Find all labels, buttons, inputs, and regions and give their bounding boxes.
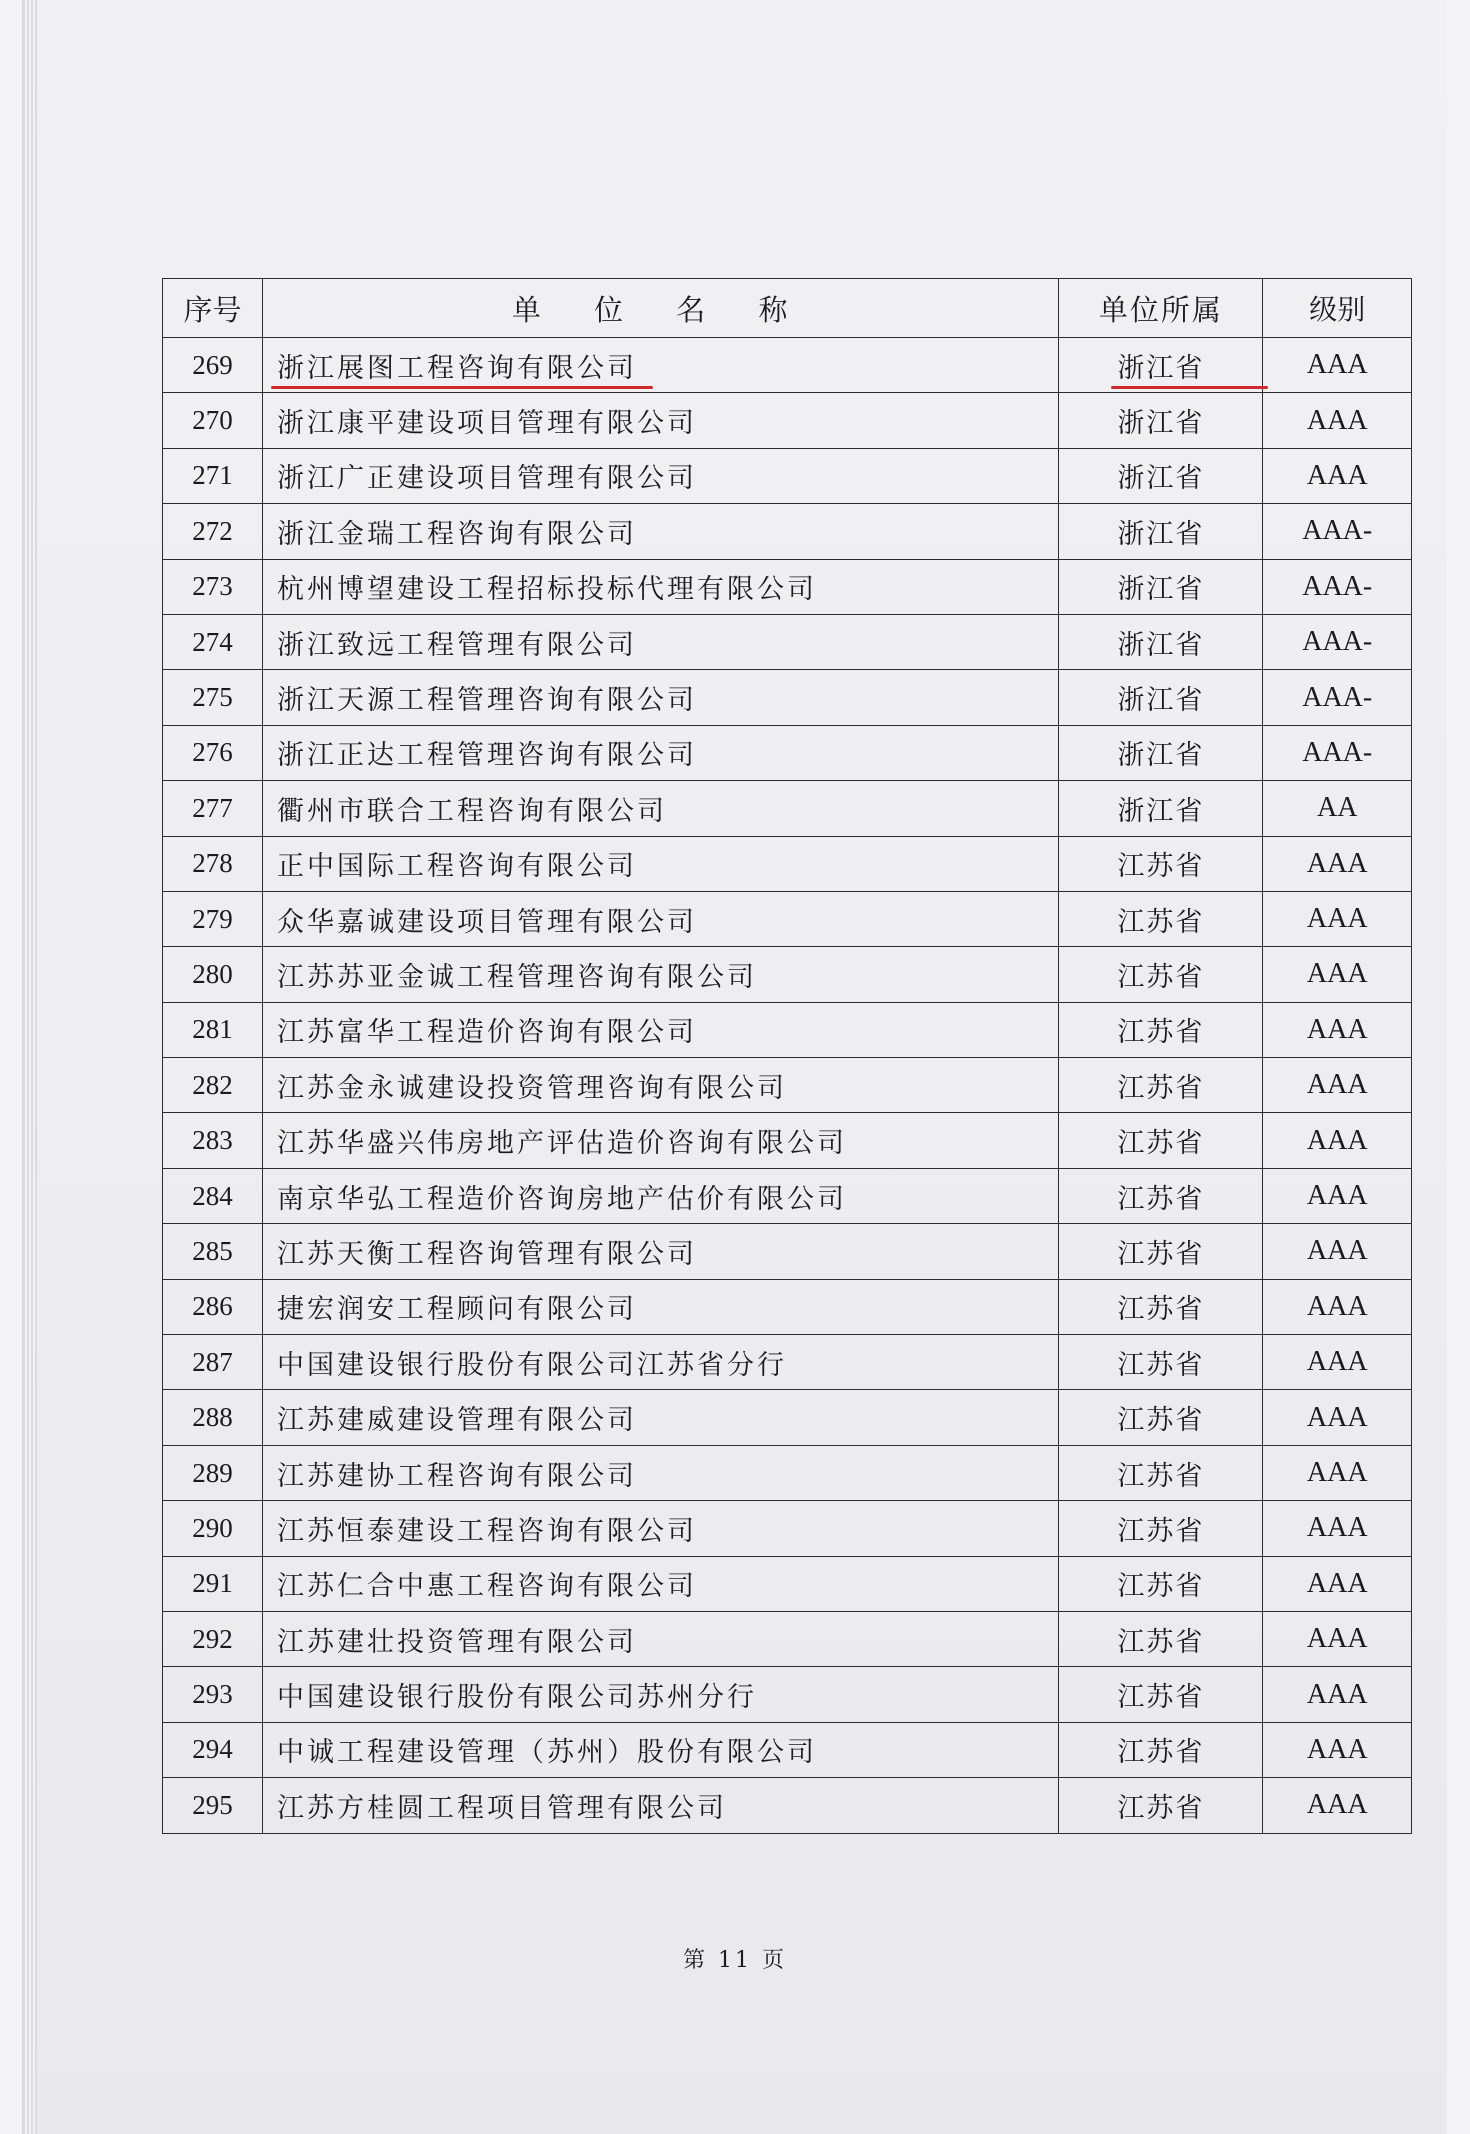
row-serial-no: 270 [163,393,263,448]
row-grade: AAA [1263,1058,1412,1113]
row-grade: AAA [1263,1667,1412,1722]
row-province: 江苏省 [1059,1501,1263,1556]
row-grade: AAA [1263,1501,1412,1556]
row-company-name: 江苏华盛兴伟房地产评估造价咨询有限公司 [263,1113,1059,1168]
row-company-name: 江苏仁合中惠工程咨询有限公司 [263,1556,1059,1611]
row-company-name: 南京华弘工程造价咨询房地产估价有限公司 [263,1168,1059,1223]
row-province: 浙江省 [1059,725,1263,780]
row-serial-no: 272 [163,504,263,559]
table-row [163,836,1412,891]
row-company-name: 中诚工程建设管理（苏州）股份有限公司 [263,1722,1059,1777]
row-company-name: 江苏方桂圆工程项目管理有限公司 [263,1778,1059,1833]
row-serial-no: 293 [163,1667,263,1722]
row-grade: AAA- [1263,504,1412,559]
row-company-name: 江苏天衡工程咨询管理有限公司 [263,1224,1059,1279]
row-serial-no: 288 [163,1390,263,1445]
document-page [22,0,1447,2134]
row-province: 浙江省 [1059,559,1263,614]
row-province: 江苏省 [1059,1390,1263,1445]
table-row [163,1778,1412,1833]
row-company-name: 浙江天源工程管理咨询有限公司 [263,670,1059,725]
row-grade: AAA [1263,1224,1412,1279]
row-province: 浙江省 [1059,670,1263,725]
row-province: 江苏省 [1059,1168,1263,1223]
row-grade: AAA [1263,1556,1412,1611]
table-row [163,1168,1412,1223]
row-serial-no: 286 [163,1279,263,1334]
row-serial-no: 279 [163,891,263,946]
row-grade: AAA [1263,1002,1412,1057]
row-province: 浙江省 [1059,614,1263,669]
table-row [163,1113,1412,1168]
row-company-name: 浙江广正建设项目管理有限公司 [263,448,1059,503]
row-grade: AAA [1263,393,1412,448]
table-row [163,1224,1412,1279]
row-province: 浙江省 [1059,393,1263,448]
table-row [163,1058,1412,1113]
row-company-name: 浙江康平建设项目管理有限公司 [263,393,1059,448]
row-serial-no: 291 [163,1556,263,1611]
row-province: 江苏省 [1059,1224,1263,1279]
row-grade: AAA [1263,1279,1412,1334]
table-row [163,781,1412,836]
row-company-name: 衢州市联合工程咨询有限公司 [263,781,1059,836]
header-grade: 级别 [1263,279,1412,338]
table-row [163,947,1412,1002]
row-serial-no: 295 [163,1778,263,1833]
row-province: 江苏省 [1059,1335,1263,1390]
row-company-name: 江苏建协工程咨询有限公司 [263,1445,1059,1500]
row-company-name: 众华嘉诚建设项目管理有限公司 [263,891,1059,946]
header-company-name: 单 位 名 称 [263,279,1059,338]
row-serial-no: 275 [163,670,263,725]
paper-sheet [23,0,1447,2134]
row-company-name: 杭州博望建设工程招标投标代理有限公司 [263,559,1059,614]
table-row [163,891,1412,946]
row-serial-no: 294 [163,1722,263,1777]
row-grade: AAA [1263,1445,1412,1500]
row-province: 浙江省 [1059,781,1263,836]
table-row [163,1667,1412,1722]
row-province: 江苏省 [1059,891,1263,946]
row-company-name: 江苏建壮投资管理有限公司 [263,1611,1059,1666]
row-serial-no: 271 [163,448,263,503]
row-province: 江苏省 [1059,1058,1263,1113]
table-row [163,1445,1412,1500]
page-number: 第 11 页 [683,1948,787,1973]
row-serial-no: 281 [163,1002,263,1057]
row-company-name: 捷宏润安工程顾问有限公司 [263,1279,1059,1334]
row-serial-no: 285 [163,1224,263,1279]
row-serial-no: 290 [163,1501,263,1556]
row-province: 江苏省 [1059,947,1263,1002]
row-grade: AAA [1263,448,1412,503]
row-company-name: 浙江正达工程管理咨询有限公司 [263,725,1059,780]
row-grade: AAA- [1263,725,1412,780]
row-company-name: 江苏富华工程造价咨询有限公司 [263,1002,1059,1057]
row-grade: AAA [1263,1113,1412,1168]
row-grade: AAA [1263,1722,1412,1777]
row-grade: AAA [1263,1390,1412,1445]
row-grade: AAA [1263,1778,1412,1833]
row-grade: AAA- [1263,614,1412,669]
row-province: 江苏省 [1059,836,1263,891]
table-row [163,1335,1412,1390]
row-province: 江苏省 [1059,1667,1263,1722]
row-serial-no: 276 [163,725,263,780]
stacked-page-edges [23,0,37,2134]
row-company-name: 正中国际工程咨询有限公司 [263,836,1059,891]
row-serial-no: 280 [163,947,263,1002]
table-row [163,725,1412,780]
row-province: 江苏省 [1059,1279,1263,1334]
row-grade: AA [1263,781,1412,836]
table-row [163,670,1412,725]
table-row [163,1611,1412,1666]
row-province: 江苏省 [1059,1778,1263,1833]
row-company-name: 江苏恒泰建设工程咨询有限公司 [263,1501,1059,1556]
table-row [163,1002,1412,1057]
table-row [163,1556,1412,1611]
table-row [163,504,1412,559]
row-province: 江苏省 [1059,1611,1263,1666]
row-company-name: 中国建设银行股份有限公司苏州分行 [263,1667,1059,1722]
row-company-name: 江苏苏亚金诚工程管理咨询有限公司 [263,947,1059,1002]
table-row [163,1501,1412,1556]
row-grade: AAA [1263,947,1412,1002]
table-row [163,338,1412,393]
row-serial-no: 273 [163,559,263,614]
row-serial-no: 289 [163,1445,263,1500]
table-body [163,338,1412,1834]
red-underline-name [271,386,653,389]
row-province: 浙江省 [1059,504,1263,559]
table-header-row [163,279,1412,338]
row-province: 江苏省 [1059,1113,1263,1168]
row-company-name: 浙江金瑞工程咨询有限公司 [263,504,1059,559]
row-company-name: 浙江展图工程咨询有限公司 [263,338,1059,393]
table-row [163,1279,1412,1334]
row-grade: AAA- [1263,670,1412,725]
row-grade: AAA [1263,1611,1412,1666]
row-serial-no: 274 [163,614,263,669]
row-grade: AAA [1263,338,1412,393]
row-serial-no: 278 [163,836,263,891]
company-grade-table [162,278,1412,1834]
row-serial-no: 284 [163,1168,263,1223]
row-grade: AAA- [1263,559,1412,614]
table-row [163,448,1412,503]
table-row [163,559,1412,614]
table-row [163,1722,1412,1777]
table-row [163,1390,1412,1445]
row-company-name: 浙江致远工程管理有限公司 [263,614,1059,669]
row-province: 浙江省 [1059,338,1263,393]
row-grade: AAA [1263,891,1412,946]
row-province: 浙江省 [1059,448,1263,503]
header-province: 单位所属 [1059,279,1263,338]
row-serial-no: 277 [163,781,263,836]
row-serial-no: 269 [163,338,263,393]
red-underline-province [1111,386,1268,389]
row-serial-no: 283 [163,1113,263,1168]
row-grade: AAA [1263,836,1412,891]
header-serial-no: 序号 [163,279,263,338]
row-serial-no: 292 [163,1611,263,1666]
row-serial-no: 287 [163,1335,263,1390]
row-province: 江苏省 [1059,1556,1263,1611]
row-serial-no: 282 [163,1058,263,1113]
row-company-name: 江苏金永诚建设投资管理咨询有限公司 [263,1058,1059,1113]
row-company-name: 中国建设银行股份有限公司江苏省分行 [263,1335,1059,1390]
row-province: 江苏省 [1059,1445,1263,1500]
row-grade: AAA [1263,1168,1412,1223]
table-row [163,614,1412,669]
row-company-name: 江苏建威建设管理有限公司 [263,1390,1059,1445]
row-province: 江苏省 [1059,1002,1263,1057]
table-row [163,393,1412,448]
row-province: 江苏省 [1059,1722,1263,1777]
row-grade: AAA [1263,1335,1412,1390]
